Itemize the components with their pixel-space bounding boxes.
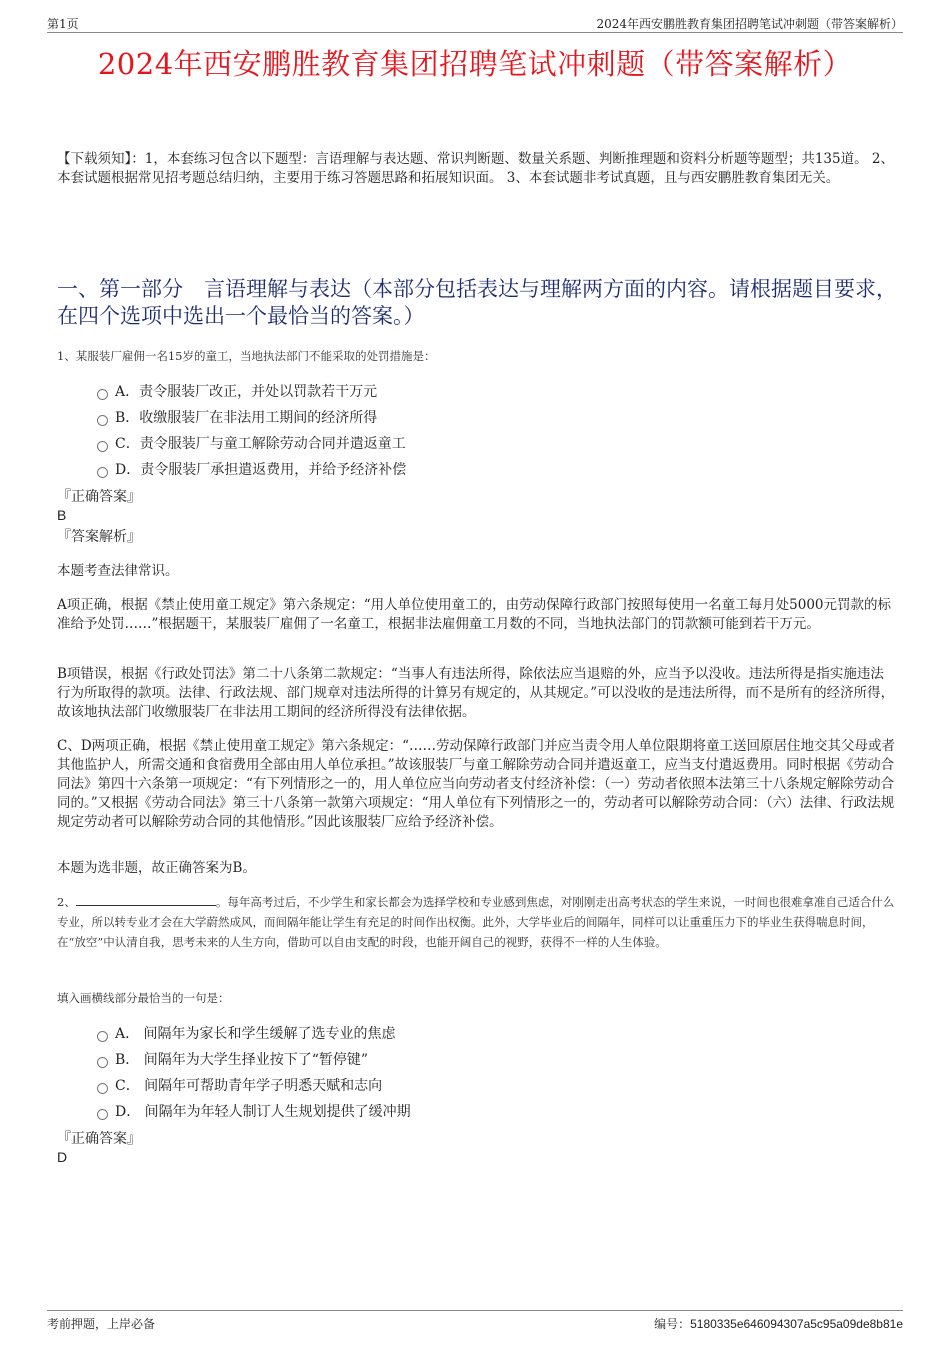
footer-code-label: 编号： [654,1317,691,1331]
q2-option-a[interactable]: A． 间隔年为家长和学生缓解了选专业的焦虑 [97,1022,877,1048]
q2-option-c[interactable]: C． 间隔年可帮助青年学子明悉天赋和志向 [97,1074,877,1100]
radio-icon[interactable] [97,389,108,400]
q1-analysis-conclusion: 本题为选非题，故正确答案为B。 [57,860,256,876]
q1-option-b[interactable]: B．收缴服装厂在非法用工期间的经济所得 [97,406,877,432]
question-2-options [97,1022,877,1126]
q1-analysis-cd: C、D两项正确，根据《禁止使用童工规定》第六条规定：“……劳动保障行政部门并应当责令用人单位限期将童工送回原居住地交其父母或者其他监护人，所需交通和食宿费用全部由用人单位承担。”故该服装厂与童工解除劳动合同并遣返童工，应当支付遣返费用。同时根据《劳动合同法》第四十六条第一项规定：“有下列情形之一的，用人单位应当向劳动者支付经济补偿：（一）劳动者依照本法第三十八条规定解除劳动合同的。”又根据《劳动合同法》第三十八条第一款第六项规定：“用人单位有下列情形之一的，劳动者可以解除劳动合同：（六）法律、行政法规规定劳动者可以解除劳动合同的其他情形。”因此该服装厂应给予经济补偿。 [57,738,896,830]
radio-icon[interactable] [97,1031,108,1042]
q2-number: 2、 [57,895,76,909]
q1-analysis-intro: 本题考查法律常识。 [57,563,179,579]
q2-option-d[interactable]: D． 间隔年为年轻人制订人生规划提供了缓冲期 [97,1100,877,1126]
q1-analysis-b: B项错误，根据《行政处罚法》第二十八条第二款规定：“当事人有违法所得，除依法应当退赔的外，应当予以没收。违法所得是指实施违法行为所取得的款项。法律、行政法规、部门规章对违法所得的计算另有规定的，从其规定。”可以没收的是违法所得，而不是所有的经济所得，故该地执法部门收缴服装厂在非法用工期间的经济所得没有法律依据。 [57,666,895,720]
page-number: 第1页 [47,17,79,31]
radio-icon[interactable] [97,415,108,426]
q2-answer: D [57,1149,68,1165]
footer-code [654,1315,903,1332]
q1-option-d[interactable]: D．责令服装厂承担遣返费用，并给予经济补偿 [97,458,877,484]
q1-analysis-label: 『答案解析』 [57,529,141,545]
header-doc-title: 2024年西安鹏胜教育集团招聘笔试冲刺题（带答案解析） [596,17,903,31]
q2-answer-label: 『正确答案』 [57,1131,141,1147]
q2-option-b[interactable]: B． 间隔年为大学生择业按下了“暂停键” [97,1048,877,1074]
q1-answer-label: 『正确答案』 [57,489,141,505]
question-2-stem [57,892,897,952]
radio-icon[interactable] [97,1109,108,1120]
page-header [47,14,903,33]
radio-icon[interactable] [97,441,108,452]
document-title: 2024年西安鹏胜教育集团招聘笔试冲刺题（带答案解析） [97,47,853,81]
q1-option-a[interactable]: A．责令服装厂改正，并处以罚款若干万元 [97,380,877,406]
fill-blank [76,893,216,906]
question-1-options [97,380,877,484]
q1-answer: B [57,507,67,523]
q1-option-c[interactable]: C．责令服装厂与童工解除劳动合同并遣返童工 [97,432,877,458]
radio-icon[interactable] [97,1083,108,1094]
download-notice: 【下载须知】：1，本套练习包含以下题型：言语理解与表达题、常识判断题、数量关系题、判断推理题和资料分析题等题型；共135道。 2、本套试题根据常见招考题总结归纳，主要用于练习答题思路和拓展知识面。 3、本套试题非考试真题，且与西安鹏胜教育集团无关。 [57,151,894,186]
page-footer [47,1310,903,1331]
radio-icon[interactable] [97,467,108,478]
footer-code-value: 5180335e646094307a5c95a09de8b81e [690,1317,903,1331]
footer-slogan: 考前押题，上岸必备 [47,1317,156,1331]
section-heading: 一、第一部分 言语理解与表达（本部分包括表达与理解两方面的内容。请根据题目要求，在四个选项中选出一个最恰当的答案。） [57,277,897,328]
question-1-stem: 1、某服装厂雇佣一名15岁的童工，当地执法部门不能采取的处罚措施是： [57,349,436,363]
radio-icon[interactable] [97,1057,108,1068]
q2-instruction: 填入画横线部分最恰当的一句是： [57,991,230,1005]
q2-passage: 。每年高考过后，不少学生和家长都会为选择学校和专业感到焦虑，对刚刚走出高考状态的学生来说，一时间也很难拿准自己适合什么专业，所以转专业才会在大学蔚然成风，而间隔年能让学生有充足的时间作出权衡。此外，大学毕业后的间隔年，同样可以让重重压力下的毕业生获得喘息时间，在“放空”中认清自我，思考未来的人生方向，借助可以自由支配的时段，也能开阔自己的视野，获得不一样的人生体验。 [57,895,895,949]
q1-analysis-a: A项正确，根据《禁止使用童工规定》第六条规定：“用人单位使用童工的，由劳动保障行政部门按照每使用一名童工每月处5000元罚款的标准给予处罚……”根据题干，某服装厂雇佣了一名童工，根据非法雇佣童工月数的不同，当地执法部门的罚款额可能到若干万元。 [57,597,892,632]
